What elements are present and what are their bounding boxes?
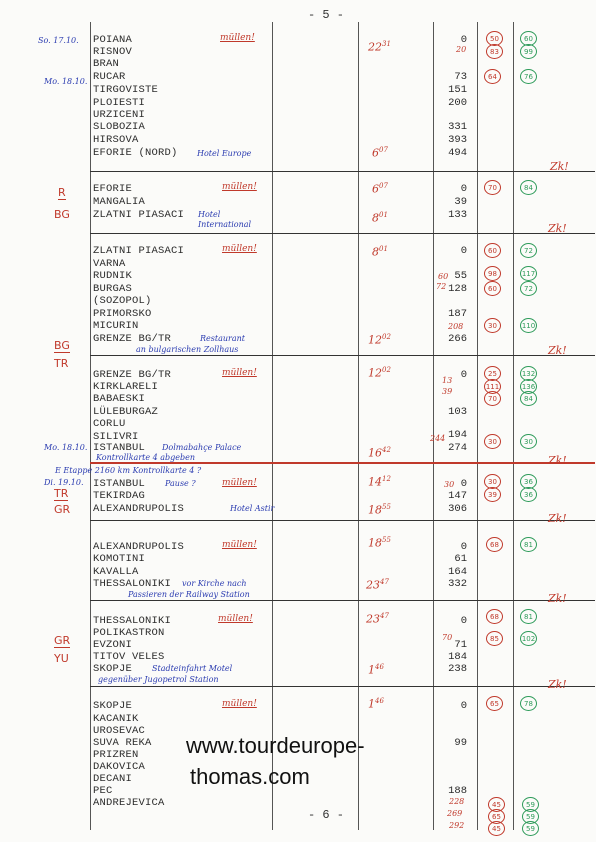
- km-value: 61: [454, 553, 467, 565]
- town-name: URZICENI: [93, 109, 146, 121]
- red-km-note: 13: [442, 376, 453, 385]
- town-name: LÜLEBURGAZ: [93, 406, 159, 418]
- handwritten-note: Passieren der Railway Station: [128, 590, 250, 599]
- km-value: 147: [448, 490, 467, 502]
- town-name: GRENZE BG/TR: [93, 333, 172, 345]
- time-entry: $14^{12}$: [368, 475, 391, 489]
- fuel-note: müllen!: [222, 478, 257, 488]
- green-circled-value: 99: [520, 44, 537, 59]
- green-circled-value: 72: [520, 281, 537, 296]
- green-circled-value: 81: [520, 537, 537, 552]
- red-circled-value: 60: [484, 281, 501, 296]
- date-note: So. 17.10.: [38, 36, 79, 45]
- town-name: EFORIE: [93, 183, 133, 195]
- town-name: RUDNIK: [93, 270, 133, 282]
- handwritten-note: International: [198, 220, 252, 229]
- red-km-note: 30: [444, 480, 455, 489]
- km-value: 151: [448, 84, 467, 96]
- town-name: PRIZREN: [93, 749, 139, 761]
- town-name: SKOPJE: [93, 700, 133, 712]
- town-name: CORLU: [93, 418, 126, 430]
- country-code: TR: [54, 357, 69, 370]
- km-value: 71: [454, 639, 467, 651]
- time-entry: $23^{47}$: [366, 578, 389, 592]
- town-name: DECANI: [93, 773, 133, 785]
- km-value: 188: [448, 785, 467, 797]
- country-code: GR: [54, 503, 71, 516]
- red-km-note: 292: [449, 821, 465, 830]
- section-divider: [90, 600, 595, 601]
- town-name: KOMOTINI: [93, 553, 146, 565]
- red-circled-value: 65: [488, 809, 505, 824]
- green-circled-value: 30: [520, 434, 537, 449]
- time-entry: $6^{07}$: [372, 146, 388, 160]
- red-km-note: 208: [448, 322, 464, 331]
- green-circled-value: 117: [520, 266, 537, 281]
- fuel-note: müllen!: [222, 182, 257, 192]
- km-value: 0: [460, 615, 467, 627]
- town-name: (SOZOPOL): [93, 295, 152, 307]
- km-value: 494: [448, 147, 467, 159]
- red-circled-value: 30: [484, 434, 501, 449]
- red-circled-value: 68: [486, 609, 503, 624]
- red-circled-value: 45: [488, 821, 505, 836]
- zk-mark: Zk!: [548, 678, 567, 691]
- red-circled-value: 85: [486, 631, 503, 646]
- section-divider: [90, 355, 595, 356]
- website-watermark-line1: www.tourdeurope-: [186, 733, 365, 758]
- red-circled-value: 65: [486, 696, 503, 711]
- town-name: RISNOV: [93, 46, 133, 58]
- country-code: GR: [54, 634, 71, 647]
- green-circled-value: 84: [520, 391, 537, 406]
- red-circled-value: 83: [486, 44, 503, 59]
- km-value: 200: [448, 97, 467, 109]
- km-value: 274: [448, 442, 467, 454]
- time-entry: $22^{31}$: [368, 40, 391, 54]
- red-km-note: 269: [447, 809, 463, 818]
- km-value: 133: [448, 209, 467, 221]
- red-circled-value: 64: [484, 69, 501, 84]
- time-entry: $23^{47}$: [366, 612, 389, 626]
- green-circled-value: 59: [522, 809, 539, 824]
- town-name: VARNA: [93, 258, 126, 270]
- town-name: ZLATNI PIASACI: [93, 245, 185, 257]
- town-name: PRIMORSKO: [93, 308, 152, 320]
- handwritten-note: Restaurant: [200, 334, 245, 343]
- time-entry: $18^{55}$: [368, 503, 391, 517]
- town-name: SLOBOZIA: [93, 121, 146, 133]
- km-value: 0: [460, 478, 467, 490]
- time-entry: $1^{46}$: [368, 663, 384, 677]
- green-circled-value: 59: [522, 797, 539, 812]
- country-code: BG: [54, 208, 70, 221]
- km-value: 0: [460, 183, 467, 195]
- green-circled-value: 60: [520, 31, 537, 46]
- green-circled-value: 81: [520, 609, 537, 624]
- km-value: 187: [448, 308, 467, 320]
- handwritten-note: Stadteinfahrt Motel: [152, 664, 233, 673]
- column-rule: [272, 22, 273, 830]
- handwritten-note: an bulgarischen Zollhaus: [136, 345, 239, 354]
- red-circled-value: 98: [484, 266, 501, 281]
- section-divider: [90, 520, 595, 521]
- km-value: 266: [448, 333, 467, 345]
- zk-mark: Zk!: [548, 512, 567, 525]
- town-name: ISTANBUL: [93, 478, 146, 490]
- km-value: 331: [448, 121, 467, 133]
- town-name: BURGAS: [93, 283, 133, 295]
- town-name: HIRSOVA: [93, 134, 139, 146]
- section-divider: [90, 233, 595, 234]
- column-rule: [477, 22, 478, 830]
- km-value: 128: [448, 283, 467, 295]
- time-entry: $16^{42}$: [368, 446, 391, 460]
- zk-mark: Zk!: [548, 344, 567, 357]
- zk-mark: Zk!: [550, 160, 569, 173]
- page-number-bottom: - 6 -: [308, 808, 345, 822]
- km-value: 99: [454, 737, 467, 749]
- fuel-note: müllen!: [220, 33, 255, 43]
- town-name: UROSEVAC: [93, 725, 146, 737]
- town-name: BABAESKI: [93, 393, 146, 405]
- town-name: GRENZE BG/TR: [93, 369, 172, 381]
- handwritten-note: Pause ?: [165, 479, 196, 488]
- km-value: 73: [454, 71, 467, 83]
- green-circled-value: 84: [520, 180, 537, 195]
- town-name: PEC: [93, 785, 113, 797]
- country-code: R: [58, 186, 66, 199]
- handwritten-note: Kontrollkarte 4 abgeben: [96, 453, 196, 462]
- red-km-note: 70: [442, 633, 453, 642]
- zk-mark: Zk!: [548, 592, 567, 605]
- town-name: POLIKASTRON: [93, 627, 165, 639]
- km-value: 0: [460, 369, 467, 381]
- town-name: THESSALONIKI: [93, 615, 172, 627]
- green-circled-value: 102: [520, 631, 537, 646]
- red-km-note: 20: [456, 45, 467, 54]
- section-divider: [90, 171, 595, 172]
- red-circled-value: 30: [484, 318, 501, 333]
- town-name: EVZONI: [93, 639, 133, 651]
- handwritten-note: Hotel Europe: [197, 149, 252, 158]
- town-name: POIANA: [93, 34, 133, 46]
- green-circled-value: 110: [520, 318, 537, 333]
- handwritten-note: Hotel: [198, 210, 221, 219]
- time-entry: $8^{01}$: [372, 245, 388, 259]
- town-name: THESSALONIKI: [93, 578, 172, 590]
- red-km-note: 39: [442, 387, 453, 396]
- town-name: ANDREJEVICA: [93, 797, 165, 809]
- green-circled-value: 78: [520, 696, 537, 711]
- time-entry: $12^{02}$: [368, 366, 391, 380]
- km-value: 332: [448, 578, 467, 590]
- website-watermark-line2: thomas.com: [190, 764, 310, 789]
- town-name: PLOIESTI: [93, 97, 146, 109]
- time-entry: $6^{07}$: [372, 182, 388, 196]
- red-circled-value: 45: [488, 797, 505, 812]
- red-km-note: 244: [430, 434, 446, 443]
- zk-mark: Zk!: [548, 222, 567, 235]
- red-circled-value: 70: [484, 180, 501, 195]
- town-name: MICURIN: [93, 320, 139, 332]
- red-km-note: 72: [436, 282, 447, 291]
- red-km-note: 228: [449, 797, 465, 806]
- red-circled-value: 25: [484, 366, 501, 381]
- km-value: 39: [454, 196, 467, 208]
- green-circled-value: 72: [520, 243, 537, 258]
- town-name: KIRKLARELI: [93, 381, 159, 393]
- town-name: SKOPJE: [93, 663, 133, 675]
- red-km-note: 60: [438, 272, 449, 281]
- town-name: ALEXANDRUPOLIS: [93, 503, 185, 515]
- km-value: 103: [448, 406, 467, 418]
- section-divider: [90, 686, 595, 687]
- green-circled-value: 132: [520, 366, 537, 381]
- column-rule: [358, 22, 359, 830]
- town-name: ALEXANDRUPOLIS: [93, 541, 185, 553]
- town-name: ZLATNI PIASACI: [93, 209, 185, 221]
- handwritten-note: vor Kirche nach: [182, 579, 247, 588]
- km-value: 0: [460, 700, 467, 712]
- km-value: 393: [448, 134, 467, 146]
- town-name: RUCAR: [93, 71, 126, 83]
- town-name: SUVA REKA: [93, 737, 152, 749]
- red-circled-value: 60: [484, 243, 501, 258]
- red-circled-value: 50: [486, 31, 503, 46]
- km-value: 184: [448, 651, 467, 663]
- time-entry: $1^{46}$: [368, 697, 384, 711]
- country-code: YU: [54, 652, 69, 665]
- red-circled-value: 111: [484, 379, 501, 394]
- green-circled-value: 136: [520, 379, 537, 394]
- date-note: Mo. 18.10.: [44, 77, 88, 86]
- country-code: TR: [54, 487, 69, 500]
- town-name: DAKOVICA: [93, 761, 146, 773]
- column-rule: [90, 22, 91, 830]
- town-name: TITOV VELES: [93, 651, 165, 663]
- handwritten-note: Hotel Astir: [230, 504, 275, 513]
- fuel-note: müllen!: [222, 368, 257, 378]
- zk-mark: Zk!: [548, 454, 567, 467]
- km-value: 194: [448, 429, 467, 441]
- red-circled-value: 70: [484, 391, 501, 406]
- km-value: 238: [448, 663, 467, 675]
- fuel-note: müllen!: [222, 244, 257, 254]
- town-name: ISTANBUL: [93, 442, 146, 454]
- fuel-note: müllen!: [218, 614, 253, 624]
- handwritten-note: gegenüber Jugopetrol Station: [98, 675, 219, 684]
- column-rule: [513, 22, 514, 830]
- country-code: BG: [54, 339, 70, 352]
- time-entry: $8^{01}$: [372, 211, 388, 225]
- km-value: 0: [460, 541, 467, 553]
- km-value: 164: [448, 566, 467, 578]
- red-circled-value: 68: [486, 537, 503, 552]
- town-name: MANGALIA: [93, 196, 146, 208]
- town-name: KACANIK: [93, 713, 139, 725]
- date-note: Mo. 18.10.: [44, 443, 88, 452]
- town-name: EFORIE (NORD): [93, 147, 178, 159]
- page-number-top: - 5 -: [308, 8, 345, 22]
- green-circled-value: 36: [520, 474, 537, 489]
- red-circled-value: 39: [484, 487, 501, 502]
- town-name: BRAN: [93, 58, 120, 70]
- handwritten-note: E Etappe 2160 km Kontrollkarte 4 ?: [55, 466, 202, 475]
- date-note: Di. 19.10.: [44, 478, 84, 487]
- town-name: TIRGOVISTE: [93, 84, 159, 96]
- town-name: TEKIRDAG: [93, 490, 146, 502]
- green-circled-value: 36: [520, 487, 537, 502]
- green-circled-value: 59: [522, 821, 539, 836]
- green-circled-value: 76: [520, 69, 537, 84]
- time-entry: $18^{55}$: [368, 536, 391, 550]
- km-value: 0: [460, 245, 467, 257]
- km-value: 55: [454, 270, 467, 282]
- km-value: 0: [460, 34, 467, 46]
- section-divider-red: [90, 462, 595, 464]
- km-value: 306: [448, 503, 467, 515]
- red-circled-value: 30: [484, 474, 501, 489]
- time-entry: $12^{02}$: [368, 333, 391, 347]
- fuel-note: müllen!: [222, 540, 257, 550]
- town-name: KAVALLA: [93, 566, 139, 578]
- handwritten-note: Dolmabahçe Palace: [162, 443, 242, 452]
- fuel-note: müllen!: [222, 699, 257, 709]
- town-name: SILIVRI: [93, 431, 139, 443]
